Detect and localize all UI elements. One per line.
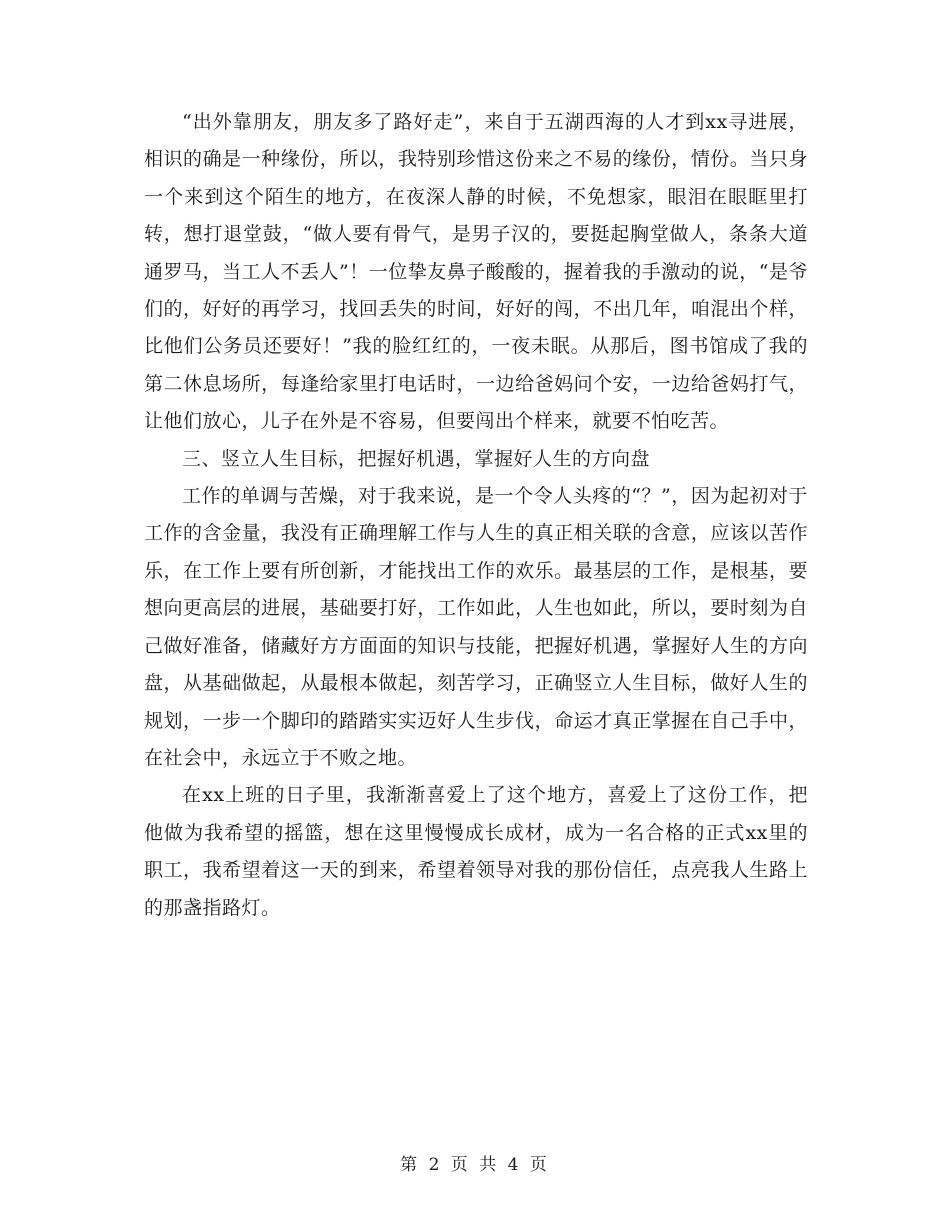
paragraph-hope: 在xx上班的日子里，我渐渐喜爱上了这个地方，喜爱上了这份工作，把他做为我希望的摇篮，想在这里慢慢成长成材，成为一名合格的正式xx里的职工，我希望着这一天的到来，希望着领导对我的那份信任，点亮我人生路上的那盏指路灯。 bbox=[144, 784, 808, 919]
document-body bbox=[144, 104, 808, 927]
page-number-footer: 第 2 页 共 4 页 bbox=[400, 1155, 550, 1175]
paragraph-work: 工作的单调与苦燥，对于我来说，是一个令人头疼的“？”，因为起初对于工作的含金量，我没有正确理解工作与人生的真正相关联的含意，应该以苦作乐，在工作上要有所创新，才能找出工作的欢乐。最基层的工作，是根基，要想向更高层的进展，基础要打好，工作如此，人生也如此，所以，要时刻为自己做好准备，储藏好方方面面的知识与技能，把握好机遇，掌握好人生的方向盘，从基础做起，从最根本做起，刻苦学习，正确竖立人生目标，做好人生的规划，一步一个脚印的踏踏实实迈好人生步伐，命运才真正掌握在自己手中，在社会中，永远立于不败之地。 bbox=[144, 485, 808, 769]
paragraph-friends: “出外靠朋友，朋友多了路好走”，来自于五湖西海的人才到xx寻进展，相识的确是一种缘份，所以，我特别珍惜这份来之不易的缘份，情份。当只身一个来到这个陌生的地方，在夜深人静的时候，不免想家，眼泪在眼眶里打转，想打退堂鼓，“做人要有骨气，是男子汉的，要挺起胸堂做人，条条大道通罗马，当工人不丢人”！一位挚友鼻子酸酸的，握着我的手激动的说，“是爷们的，好好的再学习，找回丢失的时间，好好的闯，不出几年，咱混出个样，比他们公务员还要好！”我的脸红红的，一夜未眠。从那后，图书馆成了我的第二休息场所，每逢给家里打电话时，一边给爸妈问个安，一边给爸妈打气，让他们放心，儿子在外是不容易，但要闯出个样来，就要不怕吃苦。 bbox=[144, 111, 808, 433]
section-heading-goals: 三、竖立人生目标，把握好机遇，掌握好人生的方向盘 bbox=[182, 447, 651, 470]
